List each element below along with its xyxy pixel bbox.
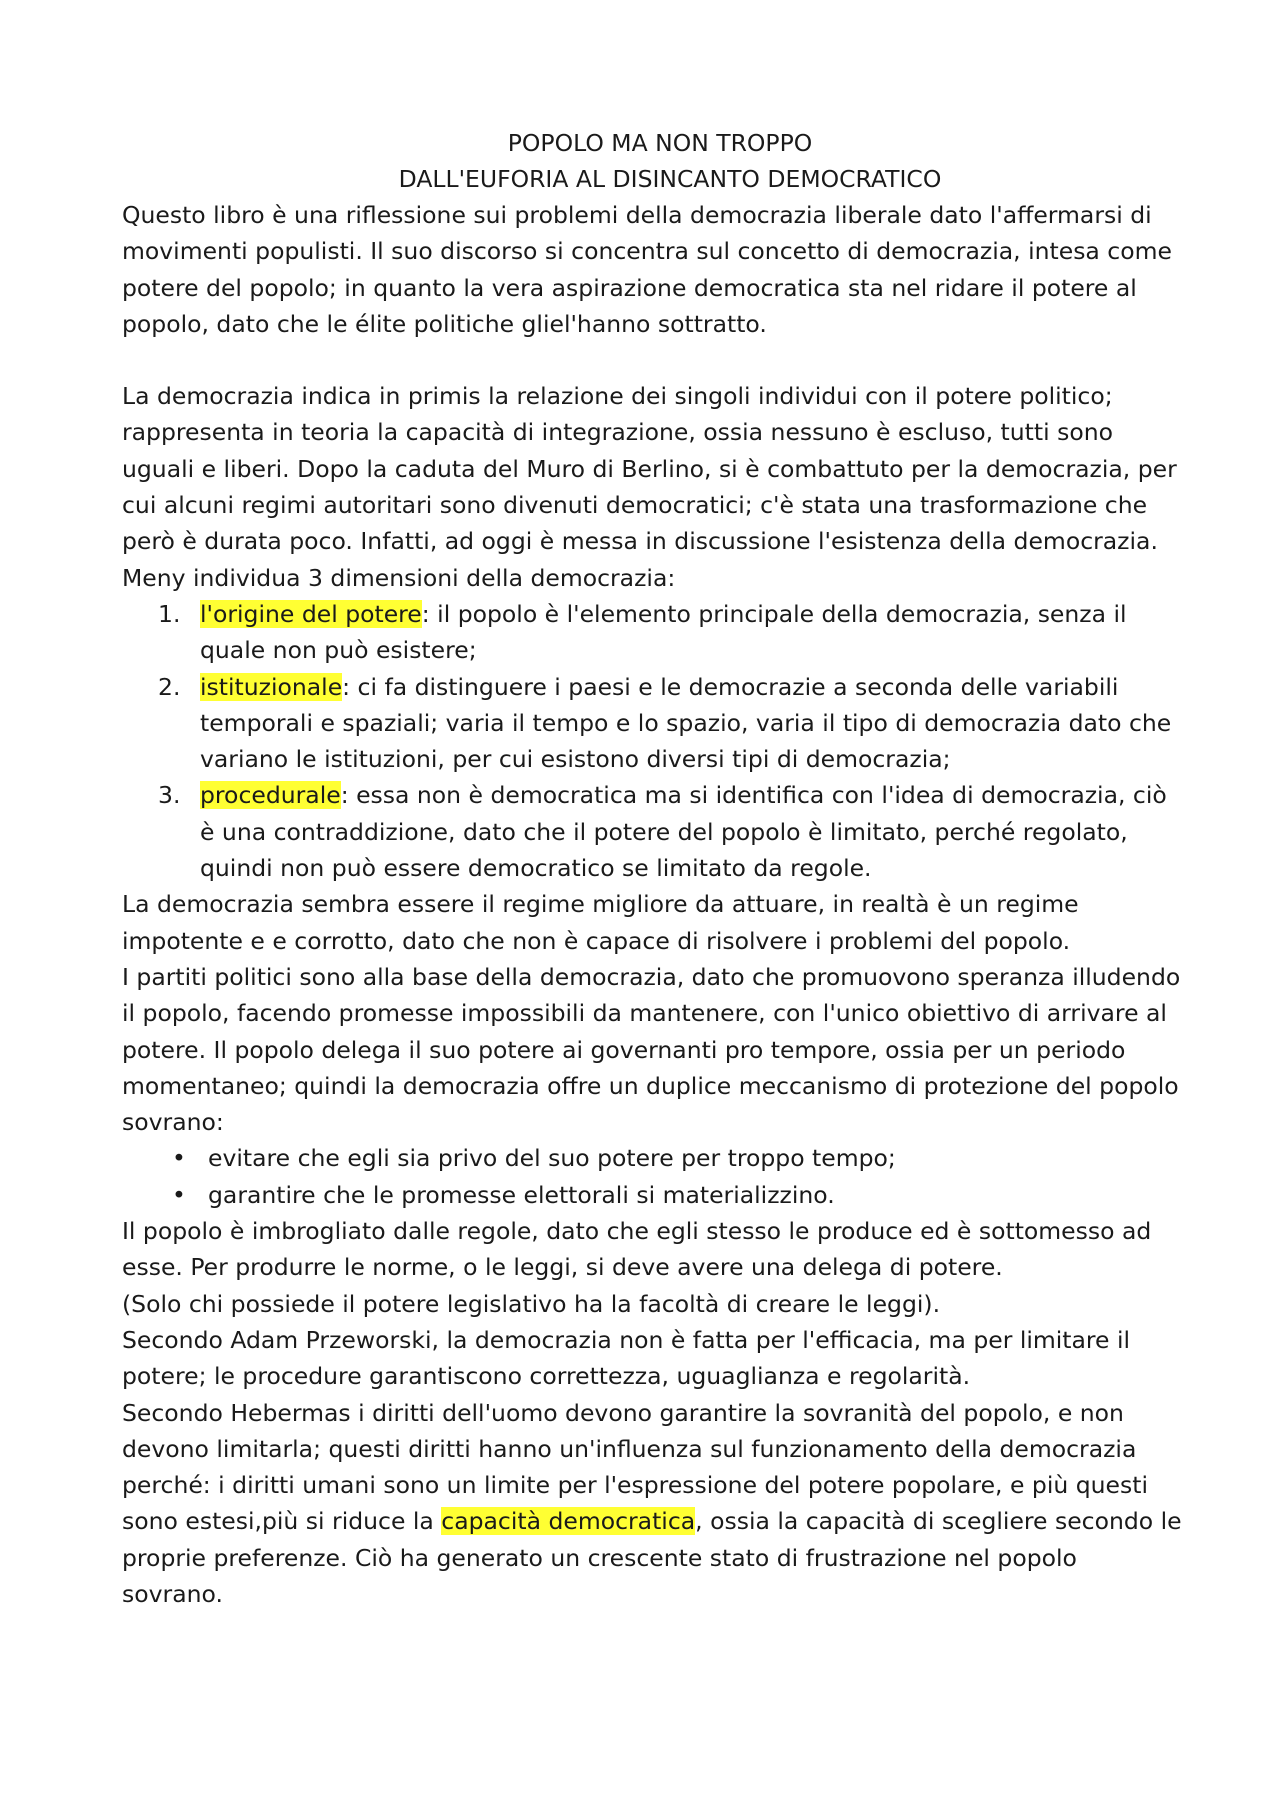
- protection-bullet-list: [122, 1140, 1182, 1213]
- parties-paragraph: I partiti politici sono alla base della democrazia, dato che promuovono speranza illudendo il popolo, facendo promesse impossibili da mantenere, con l'unico obiettivo di arrivare al potere. Il popolo delega il suo potere ai governanti pro tempore, ossia per un periodo momentaneo; quindi la democrazia offre un duplice meccanismo di protezione del popolo sovrano:: [122, 962, 1181, 1137]
- intro-paragraph: Questo libro è una riflessione sui problemi della democrazia liberale dato l'affermarsi di movimenti populisti. Il suo discorso si concentra sul concetto di democrazia, intesa come potere del popolo; in quanto la vera aspirazione democratica sta nel ridare il potere al popolo, dato che le élite politiche gliel'hanno sottratto.: [122, 201, 1172, 338]
- list-number: 2.: [158, 672, 181, 701]
- habermas-paragraph: [122, 1395, 1182, 1613]
- list-item-text: : essa non è democratica ma si identifica con l'idea di democrazia, ciò è una contraddizione, dato che il potere del popolo è limitato, perché regolato, quindi non può essere democratico se limitato da regole.: [200, 781, 1167, 883]
- title-block: [0, 125, 1280, 197]
- przeworski-paragraph: Secondo Adam Przeworski, la democrazia non è fatta per l'efficacia, ma per limitare il potere; le procedure garantiscono correttezza, uguaglianza e regolarità.: [122, 1325, 1131, 1391]
- list-number: 1.: [158, 599, 181, 628]
- habermas-text-start: Secondo Hebermas i diritti dell'uomo devono garantire la sovranità del popolo, e non devono limitarla; questi diritti hanno un'influenza sul funzionamento della democrazia perché: i diritti umani sono un limite per l'espressione del potere popolare, e più questi sono estesi,più si riduce la: [122, 1398, 1148, 1536]
- document-body: [122, 197, 1182, 1612]
- bullet-item: • evitare che egli sia privo del suo potere per troppo tempo;: [208, 1140, 1182, 1176]
- list-item-text: : il popolo è l'elemento principale della democrazia, senza il quale non può esistere;: [200, 599, 1127, 665]
- bullet-item: • garantire che le promesse elettorali si materializzino.: [208, 1177, 1182, 1213]
- list-item: [158, 669, 1182, 778]
- highlighted-term: procedurale: [200, 781, 341, 810]
- legislative-note: (Solo chi possiede il potere legislativo ha la facoltà di creare le leggi).: [122, 1289, 941, 1318]
- document-subtitle: DALL'EUFORIA AL DISINCANTO DEMOCRATICO: [398, 165, 942, 193]
- list-item-text: : ci fa distinguere i paesi e le democrazie a seconda delle variabili temporali e spaziali; varia il tempo e lo spazio, varia il tipo di democrazia dato che variano le istituzioni, per cui esistono diversi tipi di democrazia;: [200, 672, 1172, 774]
- list-item: [158, 596, 1182, 669]
- highlighted-term: capacità democratica: [441, 1507, 696, 1536]
- paragraph-gap: [122, 342, 1182, 378]
- highlighted-term: istituzionale: [200, 672, 343, 701]
- list-number: 3.: [158, 781, 181, 810]
- dimensions-list: [122, 596, 1182, 886]
- habermas-text-end: , ossia la capacità di scegliere secondo le proprie preferenze. Ciò ha generato un crescente stato di frustrazione nel popolo sovrano.: [122, 1507, 1182, 1608]
- document-title: POPOLO MA NON TROPPO: [507, 129, 813, 157]
- highlighted-term: l'origine del potere: [200, 599, 422, 628]
- dimensions-intro-paragraph: La democrazia indica in primis la relazione dei singoli individui con il potere politico; rappresenta in teoria la capacità di integrazione, ossia nessuno è escluso, tutti sono uguali e liberi. Dopo la caduta del Muro di Berlino, si è combattuto per la democrazia, per cui alcuni regimi autoritari sono divenuti democratici; c'è stata una trasformazione che però è durata poco. Infatti, ad oggi è messa in discussione l'esistenza della democrazia. Meny individua 3 dimensioni della democrazia:: [122, 382, 1177, 592]
- regime-paragraph: La democrazia sembra essere il regime migliore da attuare, in realtà è un regime impotente e e corrotto, dato che non è capace di risolvere i problemi del popolo.: [122, 890, 1079, 955]
- rules-paragraph: Il popolo è imbrogliato dalle regole, dato che egli stesso le produce ed è sottomesso ad esse. Per produrre le norme, o le leggi, si deve avere una delega di potere.: [122, 1217, 1152, 1282]
- list-item: [158, 777, 1182, 886]
